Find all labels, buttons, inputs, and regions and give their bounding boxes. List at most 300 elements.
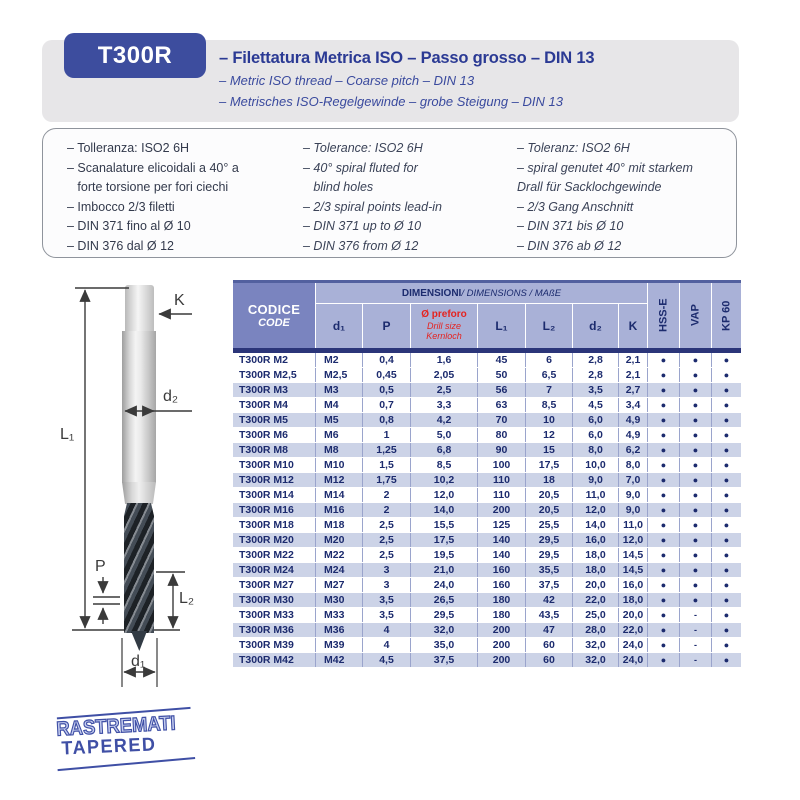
cell-kp60: ● (712, 473, 741, 487)
cell-l2: 7 (526, 383, 572, 397)
title-block (219, 49, 594, 110)
cell-hsse: ● (648, 488, 679, 502)
column-header-d2: d₂ (573, 304, 618, 348)
cell-kp60: ● (712, 458, 741, 472)
page-subtitle-de: – Metrisches ISO-Regelgewinde – grobe Steigung – DIN 13 (219, 94, 563, 109)
feature-line: – Toleranz: ISO2 6H (517, 141, 630, 155)
cell-code: T300R M39 (233, 638, 315, 652)
cell-kp60: ● (712, 608, 741, 622)
feature-line: – DIN 376 ab Ø 12 (517, 238, 622, 253)
cell-l1: 180 (478, 608, 525, 622)
column-header-d1: d₁ (316, 304, 362, 348)
cell-d2: 16,0 (573, 533, 618, 547)
features-panel (42, 128, 737, 258)
cell-drill: 1,6 (411, 353, 477, 367)
cell-k: 16,0 (619, 578, 647, 592)
cell-kp60: ● (712, 488, 741, 502)
label-p: P (95, 558, 106, 575)
cell-k: 12,0 (619, 533, 647, 547)
cell-l2: 17,5 (526, 458, 572, 472)
table-row (233, 443, 741, 458)
cell-l2: 6,5 (526, 368, 572, 382)
cell-l2: 42 (526, 593, 572, 607)
cell-d1: M14 (316, 488, 362, 502)
cell-code: T300R M4 (233, 398, 315, 412)
cell-l1: 160 (478, 563, 525, 577)
cell-d1: M36 (316, 623, 362, 637)
cell-drill: 37,5 (411, 653, 477, 667)
cell-drill: 12,0 (411, 488, 477, 502)
cell-vap: ● (680, 518, 711, 532)
cell-code: T300R M36 (233, 623, 315, 637)
cell-code: T300R M33 (233, 608, 315, 622)
feature-line: forte torsione per fori ciechi (67, 180, 229, 194)
cell-d2: 2,8 (573, 368, 618, 382)
cell-k: 2,7 (619, 383, 647, 397)
cell-kp60: ● (712, 518, 741, 532)
cell-p: 1,25 (363, 443, 410, 457)
column-header-l1: L₁ (478, 304, 525, 348)
cell-d1: M4 (316, 398, 362, 412)
cell-p: 1 (363, 428, 410, 442)
cell-drill: 17,5 (411, 533, 477, 547)
cell-kp60: ● (712, 548, 741, 562)
cell-drill: 8,5 (411, 458, 477, 472)
cell-l1: 200 (478, 638, 525, 652)
tap-tip (131, 631, 147, 651)
cell-l1: 80 (478, 428, 525, 442)
cell-code: T300R M22 (233, 548, 315, 562)
cell-drill: 14,0 (411, 503, 477, 517)
cell-d2: 4,5 (573, 398, 618, 412)
cell-drill: 29,5 (411, 608, 477, 622)
cell-d2: 8,0 (573, 443, 618, 457)
cell-vap: - (680, 623, 711, 637)
table-row (233, 353, 741, 368)
tap-taper (122, 482, 156, 504)
cell-vap: ● (680, 443, 711, 457)
page-subtitle-en: – Metric ISO thread – Coarse pitch – DIN 13 (219, 73, 475, 88)
cell-code: T300R M18 (233, 518, 315, 532)
cell-hsse: ● (648, 413, 679, 427)
features-italian (67, 139, 239, 256)
cell-vap: ● (680, 548, 711, 562)
label-l2: L₂ (179, 590, 195, 607)
table-row (233, 398, 741, 413)
cell-vap: ● (680, 353, 711, 367)
cell-k: 11,0 (619, 518, 647, 532)
cell-d2: 22,0 (573, 593, 618, 607)
cell-vap: - (680, 638, 711, 652)
tap-spiral-flutes (124, 503, 154, 633)
cell-k: 9,0 (619, 503, 647, 517)
cell-code: T300R M14 (233, 488, 315, 502)
column-header-code: CODICE CODE (233, 283, 315, 348)
cell-hsse: ● (648, 443, 679, 457)
cell-l1: 56 (478, 383, 525, 397)
cell-p: 3 (363, 578, 410, 592)
cell-l1: 180 (478, 593, 525, 607)
features-english (303, 139, 442, 256)
cell-vap: ● (680, 413, 711, 427)
cell-kp60: ● (712, 368, 741, 382)
cell-l2: 8,5 (526, 398, 572, 412)
cell-kp60: ● (712, 593, 741, 607)
cell-l2: 20,5 (526, 503, 572, 517)
table-row (233, 593, 741, 608)
label-k: K (174, 292, 185, 309)
cell-p: 3,5 (363, 608, 410, 622)
cell-hsse: ● (648, 563, 679, 577)
cell-vap: ● (680, 533, 711, 547)
cell-d2: 2,8 (573, 353, 618, 367)
feature-line: – Imbocco 2/3 filetti (67, 199, 175, 214)
cell-k: 22,0 (619, 623, 647, 637)
table-row (233, 458, 741, 473)
cell-kp60: ● (712, 398, 741, 412)
cell-hsse: ● (648, 653, 679, 667)
cell-l1: 100 (478, 458, 525, 472)
cell-d1: M16 (316, 503, 362, 517)
page-title: – Filettatura Metrica ISO – Passo grosso – DIN 13 (219, 49, 595, 67)
cell-vap: ● (680, 563, 711, 577)
cell-k: 14,5 (619, 563, 647, 577)
cell-l2: 12 (526, 428, 572, 442)
cell-p: 0,4 (363, 353, 410, 367)
cell-hsse: ● (648, 398, 679, 412)
feature-line: – DIN 371 fino al Ø 10 (67, 219, 191, 233)
cell-drill: 5,0 (411, 428, 477, 442)
cell-k: 2,1 (619, 368, 647, 382)
cell-d2: 32,0 (573, 638, 618, 652)
feature-line: – 40° spiral fluted for (303, 160, 418, 175)
table-row (233, 563, 741, 578)
feature-line: – DIN 371 bis Ø 10 (517, 219, 624, 233)
cell-l2: 15 (526, 443, 572, 457)
cell-hsse: ● (648, 578, 679, 592)
cell-kp60: ● (712, 443, 741, 457)
cell-l1: 50 (478, 368, 525, 382)
cell-l2: 29,5 (526, 533, 572, 547)
feature-line: Drall für Sacklochgewinde (517, 180, 662, 194)
cell-d1: M6 (316, 428, 362, 442)
cell-p: 3 (363, 563, 410, 577)
feature-line: – 2/3 spiral points lead-in (303, 199, 442, 214)
cell-hsse: ● (648, 548, 679, 562)
table-row (233, 473, 741, 488)
cell-drill: 2,5 (411, 383, 477, 397)
table-row (233, 413, 741, 428)
cell-hsse: ● (648, 638, 679, 652)
cell-l1: 160 (478, 578, 525, 592)
cell-p: 4 (363, 638, 410, 652)
cell-hsse: ● (648, 593, 679, 607)
cell-kp60: ● (712, 428, 741, 442)
cell-code: T300R M5 (233, 413, 315, 427)
cell-drill: 19,5 (411, 548, 477, 562)
cell-k: 20,0 (619, 608, 647, 622)
cell-vap: ● (680, 428, 711, 442)
cell-d2: 11,0 (573, 488, 618, 502)
cell-l2: 47 (526, 623, 572, 637)
cell-code: T300R M6 (233, 428, 315, 442)
cell-l2: 37,5 (526, 578, 572, 592)
cell-l1: 200 (478, 503, 525, 517)
cell-vap: ● (680, 488, 711, 502)
features-german (517, 139, 693, 256)
cell-l1: 110 (478, 488, 525, 502)
cell-kp60: ● (712, 638, 741, 652)
cell-l1: 70 (478, 413, 525, 427)
cell-kp60: ● (712, 353, 741, 367)
table-row (233, 518, 741, 533)
feature-line: – DIN 376 from Ø 12 (303, 238, 419, 253)
cell-d2: 3,5 (573, 383, 618, 397)
cell-k: 24,0 (619, 638, 647, 652)
cell-d1: M22 (316, 548, 362, 562)
cell-d2: 9,0 (573, 473, 618, 487)
cell-d1: M33 (316, 608, 362, 622)
cell-hsse: ● (648, 368, 679, 382)
cell-l2: 43,5 (526, 608, 572, 622)
dimensions-table (233, 280, 741, 668)
cell-vap: ● (680, 458, 711, 472)
cell-l2: 25,5 (526, 518, 572, 532)
cell-p: 1,5 (363, 458, 410, 472)
cell-k: 6,2 (619, 443, 647, 457)
tap-shank (122, 331, 156, 483)
feature-line: – Tolerance: ISO2 6H (303, 141, 423, 155)
table-row (233, 623, 741, 638)
table-row (233, 428, 741, 443)
cell-code: T300R M12 (233, 473, 315, 487)
cell-kp60: ● (712, 623, 741, 637)
cell-d1: M3 (316, 383, 362, 397)
cell-drill: 6,8 (411, 443, 477, 457)
cell-l1: 125 (478, 518, 525, 532)
cell-code: T300R M10 (233, 458, 315, 472)
cell-l1: 90 (478, 443, 525, 457)
cell-k: 4,9 (619, 413, 647, 427)
cell-vap: - (680, 653, 711, 667)
tapered-badge (54, 702, 199, 773)
cell-k: 3,4 (619, 398, 647, 412)
feature-line: – 2/3 Gang Anschnitt (517, 199, 634, 214)
cell-d2: 10,0 (573, 458, 618, 472)
cell-d2: 6,0 (573, 413, 618, 427)
cell-code: T300R M2,5 (233, 368, 315, 382)
cell-hsse: ● (648, 353, 679, 367)
cell-l2: 6 (526, 353, 572, 367)
table-row (233, 503, 741, 518)
cell-kp60: ● (712, 653, 741, 667)
cell-d1: M30 (316, 593, 362, 607)
cell-l2: 18 (526, 473, 572, 487)
cell-drill: 4,2 (411, 413, 477, 427)
table-header (233, 280, 741, 348)
cell-p: 4,5 (363, 653, 410, 667)
badge-text-tapered: TAPERED (61, 734, 157, 760)
cell-code: T300R M2 (233, 353, 315, 367)
cell-code: T300R M24 (233, 563, 315, 577)
cell-kp60: ● (712, 503, 741, 517)
cell-hsse: ● (648, 518, 679, 532)
cell-code: T300R M3 (233, 383, 315, 397)
cell-vap: ● (680, 578, 711, 592)
cell-code: T300R M30 (233, 593, 315, 607)
cell-d2: 20,0 (573, 578, 618, 592)
cell-hsse: ● (648, 383, 679, 397)
cell-kp60: ● (712, 533, 741, 547)
cell-vap: ● (680, 503, 711, 517)
cell-p: 0,45 (363, 368, 410, 382)
cell-drill: 21,0 (411, 563, 477, 577)
cell-d1: M12 (316, 473, 362, 487)
cell-d2: 25,0 (573, 608, 618, 622)
cell-d1: M5 (316, 413, 362, 427)
cell-k: 9,0 (619, 488, 647, 502)
cell-k: 24,0 (619, 653, 647, 667)
tap-square-shank (125, 285, 154, 333)
cell-p: 1,75 (363, 473, 410, 487)
cell-drill: 3,3 (411, 398, 477, 412)
table-body (233, 353, 741, 668)
cell-d1: M2,5 (316, 368, 362, 382)
feature-line: – DIN 371 up to Ø 10 (303, 219, 422, 233)
badge-text-rastremati: RASTREMATI (55, 712, 177, 741)
cell-drill: 15,5 (411, 518, 477, 532)
cell-d1: M24 (316, 563, 362, 577)
cell-hsse: ● (648, 608, 679, 622)
label-d2: d₂ (163, 388, 179, 405)
column-header-kp60: KP 60 (712, 283, 741, 348)
cell-l2: 35,5 (526, 563, 572, 577)
cell-l2: 60 (526, 638, 572, 652)
cell-hsse: ● (648, 623, 679, 637)
table-row (233, 368, 741, 383)
cell-hsse: ● (648, 473, 679, 487)
cell-l2: 20,5 (526, 488, 572, 502)
cell-k: 2,1 (619, 353, 647, 367)
cell-p: 0,8 (363, 413, 410, 427)
table-row (233, 533, 741, 548)
cell-k: 4,9 (619, 428, 647, 442)
column-header-l2: L₂ (526, 304, 572, 348)
label-l1: L₁ (60, 426, 75, 443)
cell-p: 2 (363, 503, 410, 517)
column-header-drill-size: Ø preforo Drill size Kernloch (411, 304, 477, 348)
cell-code: T300R M42 (233, 653, 315, 667)
column-group-dimensions: DIMENSIONI / DIMENSIONS / MAßE (316, 283, 647, 303)
table-row (233, 548, 741, 563)
cell-d1: M2 (316, 353, 362, 367)
cell-code: T300R M27 (233, 578, 315, 592)
table-row (233, 638, 741, 653)
cell-d2: 14,0 (573, 518, 618, 532)
cell-k: 18,0 (619, 593, 647, 607)
cell-d2: 28,0 (573, 623, 618, 637)
cell-kp60: ● (712, 383, 741, 397)
cell-d2: 18,0 (573, 548, 618, 562)
cell-p: 0,7 (363, 398, 410, 412)
cell-hsse: ● (648, 533, 679, 547)
cell-hsse: ● (648, 428, 679, 442)
cell-d1: M42 (316, 653, 362, 667)
cell-l2: 10 (526, 413, 572, 427)
cell-kp60: ● (712, 413, 741, 427)
cell-vap: ● (680, 368, 711, 382)
cell-vap: - (680, 608, 711, 622)
cell-d2: 6,0 (573, 428, 618, 442)
cell-hsse: ● (648, 503, 679, 517)
column-header-p: P (363, 304, 410, 348)
cell-d1: M18 (316, 518, 362, 532)
table-row (233, 383, 741, 398)
tap-technical-drawing (55, 265, 235, 705)
cell-d1: M10 (316, 458, 362, 472)
table-row (233, 488, 741, 503)
table-row (233, 653, 741, 668)
cell-l1: 140 (478, 548, 525, 562)
cell-p: 4 (363, 623, 410, 637)
cell-vap: ● (680, 473, 711, 487)
cell-d1: M20 (316, 533, 362, 547)
cell-k: 14,5 (619, 548, 647, 562)
cell-code: T300R M20 (233, 533, 315, 547)
feature-line: – Scanalature elicoidali a 40° a (67, 160, 239, 175)
product-code: T300R (97, 41, 173, 69)
product-code-badge (64, 33, 206, 78)
table-row (233, 608, 741, 623)
cell-code: T300R M8 (233, 443, 315, 457)
cell-drill: 26,5 (411, 593, 477, 607)
cell-drill: 32,0 (411, 623, 477, 637)
cell-hsse: ● (648, 458, 679, 472)
column-header-vap: VAP (680, 283, 711, 348)
cell-drill: 35,0 (411, 638, 477, 652)
cell-vap: ● (680, 398, 711, 412)
cell-code: T300R M16 (233, 503, 315, 517)
cell-l1: 110 (478, 473, 525, 487)
cell-d1: M27 (316, 578, 362, 592)
cell-l2: 60 (526, 653, 572, 667)
cell-l1: 140 (478, 533, 525, 547)
cell-k: 8,0 (619, 458, 647, 472)
cell-p: 0,5 (363, 383, 410, 397)
cell-p: 3,5 (363, 593, 410, 607)
cell-p: 2,5 (363, 533, 410, 547)
cell-p: 2,5 (363, 518, 410, 532)
label-d1: d₁ (131, 653, 146, 670)
cell-vap: ● (680, 383, 711, 397)
cell-l1: 200 (478, 653, 525, 667)
cell-drill: 24,0 (411, 578, 477, 592)
cell-kp60: ● (712, 563, 741, 577)
cell-drill: 2,05 (411, 368, 477, 382)
cell-l1: 63 (478, 398, 525, 412)
cell-drill: 10,2 (411, 473, 477, 487)
column-header-hss-e: HSS-E (648, 283, 679, 348)
cell-l1: 45 (478, 353, 525, 367)
cell-l2: 29,5 (526, 548, 572, 562)
cell-vap: ● (680, 593, 711, 607)
cell-d1: M8 (316, 443, 362, 457)
column-header-k: K (619, 304, 647, 348)
cell-d2: 32,0 (573, 653, 618, 667)
feature-line: – DIN 376 dal Ø 12 (67, 238, 175, 253)
cell-k: 7,0 (619, 473, 647, 487)
cell-d2: 18,0 (573, 563, 618, 577)
